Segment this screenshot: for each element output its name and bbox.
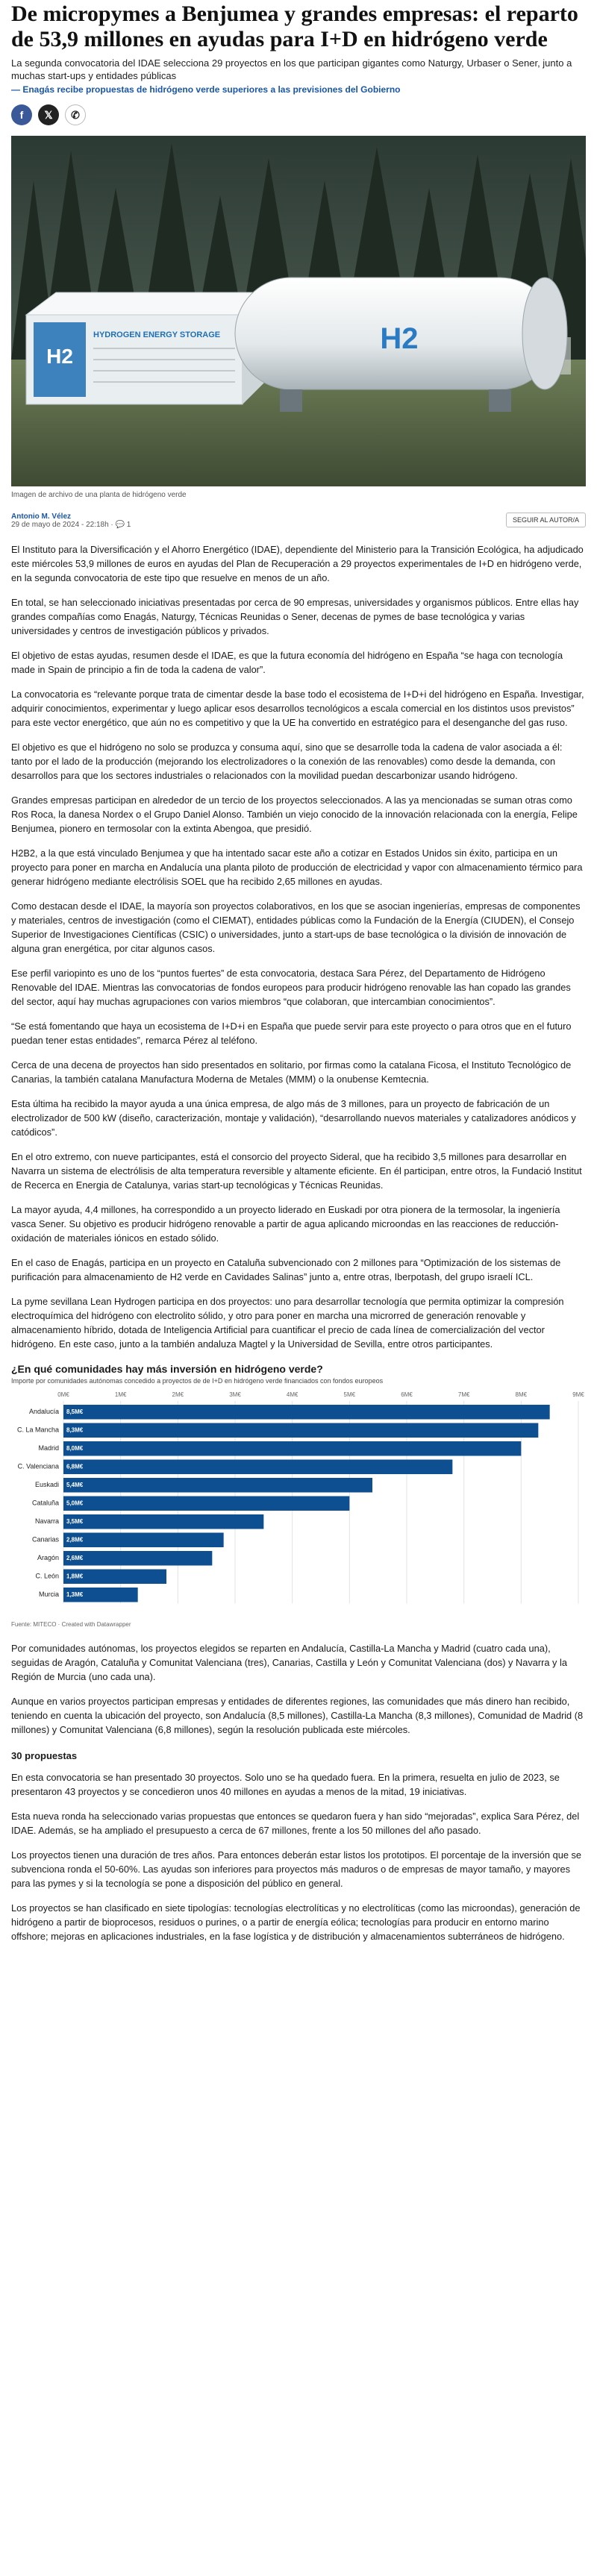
article-body-final: [11, 1770, 586, 1943]
related-link[interactable]: — Enagás recibe propuestas de hidrógeno verde superiores a las previsiones del Gobierno: [11, 84, 401, 95]
category-label: C. León: [35, 1572, 59, 1580]
paragraph: Esta última ha recibido la mayor ayuda a una única empresa, de algo más de 3 millones, para un proyecto de fabricación de un electrolizador de 500 kW (diseño, caracterización, montaje y validación), “desarrollando nuevos materiales y catalizadores anódicos y catódicos”.: [11, 1098, 576, 1138]
paragraph: La mayor ayuda, 4,4 millones, ha correspondido a un proyecto liderado en Euskadi por otra pionera de la termosolar, la ingeniería vasca Sener. Su objetivo es producir hidrógeno renovable a partir de agua aplicando microondas en las reacciones de reducción-oxidación de materiales iónicos en estado sólido.: [11, 1204, 560, 1244]
paragraph: H2B2, a la que está vinculado Benjumea y que ha intentado sacar este año a cotizar en Estados Unidos sin éxito, participa en un proyecto para poner en marcha en Andalucía una planta piloto de producción de electricidad y vapor con almacenamiento térmico para generar hidrógeno mediante electrólisis SOEL que ha recibido 2,65 millones en ayudas.: [11, 847, 583, 887]
chart-subtitle: Importe por comunidades autónomas concedido a proyectos de de I+D en hidrógeno verde financiados con fondos europeos: [11, 1377, 384, 1385]
category-label: Madrid: [38, 1444, 59, 1452]
bar: [63, 1551, 212, 1566]
value-label: 2,6M€: [66, 1555, 84, 1561]
value-label: 1,8M€: [66, 1573, 84, 1580]
category-label: Cataluña: [31, 1499, 59, 1507]
publish-date: 29 de mayo de 2024 - 22:18h · 💬 1: [11, 521, 131, 529]
author-name[interactable]: Antonio M. Vélez: [11, 513, 71, 521]
x-tick-label: 5M€: [343, 1391, 356, 1398]
category-label: Navarra: [34, 1517, 59, 1525]
paragraph: El Instituto para la Diversificación y el Ahorro Energético (IDAE), dependiente del Ministerio para la Transición Ecológica, ha adjudicado este miércoles 53,9 millones de euros en ayudas del Plan de Recuperación a 29 proyectos experimentales de I+D en hidrógeno verde, en la segunda convocatoria de este tipo que resuelve en menos de un año.: [11, 544, 584, 583]
hydrogen-plant-illustration: [11, 136, 586, 486]
bar: [63, 1441, 521, 1456]
section-title: 30 propuestas: [11, 1750, 78, 1761]
x-tick-label: 6M€: [401, 1391, 413, 1398]
paragraph: El objetivo es que el hidrógeno no solo se produzca y consuma aquí, sino que se desarrolle toda la cadena de valor asociada a él: tanto por el lado de la producción (mejorando los electrolizadores o la conexión de las renovables) como desde la demanda, con desarrollos para que los sectores industriales o relacionados con la movilidad puedan descarbonizar usando hidrógeno.: [11, 742, 563, 781]
paragraph: En el caso de Enagás, participa en un proyecto en Cataluña subvencionado con 2 millones para “Optimización de los sistemas de purificación para almacenamiento de H2 verde en Cavidades Salinas” junto a, entre otras, Iberpotash, del grupo israelí ICL.: [11, 1257, 561, 1282]
x-tick-label: 4M€: [286, 1391, 298, 1398]
chart-title: ¿En qué comunidades hay más inversión en hidrógeno verde?: [11, 1363, 323, 1375]
x-tick-label: 1M€: [114, 1391, 127, 1398]
category-label: Aragón: [37, 1554, 59, 1561]
paragraph: Los proyectos se han clasificado en siete tipologías: tecnologías electrolíticas y no electrolíticas (como las microondas), generación de hidrógeno a partir de bioprocesos, residuos o purines, o a partir de energía eólica; tecnologías para producir en entorno marino offshore; mejoras en aplicaciones industriales, en la fase logística y de distribución y almacenamientos subterráneos de hidrógeno.: [11, 1902, 581, 1942]
paragraph: Esta nueva ronda ha seleccionado varias propuestas que entonces se quedaron fuera y han sido “mejoradas”, explica Sara Pérez, del IDAE. Además, se ha ampliado el presupuesto a cerca de 67 millones, frente a los 50 millones del año pasado.: [11, 1811, 580, 1836]
paragraph: Los proyectos tienen una duración de tres años. Para entonces deberán estar listos los prototipos. El porcentaje de la inversión que se subvenciona ronda el 50-60%. Las ayudas son inferiores para proyectos más maduros o de empresas de mayor tamaño, y mayores para las pymes y si la tecnología se pone a disposición del público en general.: [11, 1849, 582, 1889]
comment-icon[interactable]: 💬: [115, 521, 125, 529]
panel-text: HYDROGEN ENERGY STORAGE: [93, 330, 221, 339]
byline: [11, 513, 586, 529]
hero-image: [11, 136, 586, 486]
x-tick-label: 7M€: [457, 1391, 470, 1398]
paragraph: Ese perfil variopinto es uno de los “puntos fuertes” de esta convocatoria, destaca Sara Pérez, del Departamento de Hidrógeno Renovable del IDAE. Mientras las convocatorias de fondos europeos para producir hidrógeno renovable las han copado las grandes del sector, aquí hay muchas agrupaciones con varios miembros “que colaboran, que intercambian conocimientos”.: [11, 968, 571, 1007]
image-caption: Imagen de archivo de una planta de hidrógeno verde: [11, 491, 187, 499]
category-label: C. Valenciana: [17, 1462, 59, 1470]
x-tick-label: 9M€: [572, 1391, 584, 1398]
paragraph: En esta convocatoria se han presentado 30 proyectos. Solo uno se ha quedado fuera. En la primera, resuelta en julio de 2023, se presentaron 43 proyectos y se concedieron unos 40 millones en ayudas a menos de la mitad, 19 iniciativas.: [11, 1772, 560, 1797]
paragraph: Como destacan desde el IDAE, la mayoría son proyectos colaborativos, en los que se asocian ingenierías, empresas de componentes y materiales, centros de investigación (como el CIEMAT), entidades públicas como la Fundación de la Energía (CIUDEN), el Consejo Superior de Investigaciones Científicas (CSIC) o universidades, junto a start-ups de base tecnológica o la división de innovación de alguna gran energética, por citar algunos casos.: [11, 900, 581, 954]
paragraph: Por comunidades autónomas, los proyectos elegidos se reparten en Andalucía, Castilla-La Mancha y Madrid (cuatro cada una), seguidas de Aragón, Cataluña y Comunitat Valenciana (tres), Canarias, Castilla y León y Comunitat Valenciana (dos) y Navarra y la Región de Murcia (uno cada una).: [11, 1643, 567, 1682]
value-label: 8,3M€: [66, 1426, 84, 1434]
paragraph: En total, se han seleccionado iniciativas presentadas por cerca de 90 empresas, universidades y organismos públicos. Entre ellas hay grandes compañías como Enagás, Naturgy, Técnicas Reunidas o Sener, decenas de pymes de base tecnológica y varias universidades y centros de investigación públicos y privados.: [11, 597, 579, 636]
bar: [63, 1460, 452, 1475]
category-label: Murcia: [38, 1591, 59, 1598]
x-tick-label: 0M€: [57, 1391, 69, 1398]
paragraph: Cerca de una decena de proyectos han sido presentados en solitario, por firmas como la catalana Ficosa, el Instituto Tecnológico de Canarias, la también catalana Manufactura Moderna de Metales (MMM) o la onubense Kemtecnia.: [11, 1059, 572, 1085]
value-label: 2,8M€: [66, 1536, 84, 1544]
h2-symbol: H2: [46, 345, 73, 368]
value-label: 8,0M€: [66, 1445, 84, 1452]
paragraph: “Se está fomentando que haya un ecosistema de I+D+i en España que puede servir para este proyecto o para otros que en el futuro puedan tener estas entidades”, remarca Pérez al teléfono.: [11, 1021, 572, 1046]
value-label: 8,5M€: [66, 1408, 84, 1415]
chart-source: Fuente: MITECO · Created with Datawrapper: [11, 1621, 131, 1628]
article: [11, 0, 586, 1943]
paragraph: La pyme sevillana Lean Hydrogen participa en dos proyectos: uno para desarrollar tecnología que permita optimizar la compresión electroquímica del hidrógeno con electrolito sólido, y otro para poner en marcha una microrred de generación renovable y almacenamiento híbrido, dotada de Inteligencia Artificial para cuantificar el precio de cada línea de comercialización del vector hidrógeno. En este caso, junto a la también andaluza Magtel y la Universidad de Sevilla, entre otros participantes.: [11, 1296, 564, 1350]
bar: [63, 1405, 550, 1420]
value-label: 5,0M€: [66, 1499, 84, 1507]
category-label: C. La Mancha: [16, 1426, 59, 1434]
bar: [63, 1533, 224, 1548]
share-bar: [11, 104, 586, 125]
bar: [63, 1497, 349, 1511]
bar: [63, 1514, 263, 1529]
category-label: Euskadi: [34, 1481, 59, 1488]
bar: [63, 1423, 538, 1438]
article-body: [11, 542, 586, 1351]
article-subtitle: La segunda convocatoria del IDAE selecciona 29 proyectos en los que participan gigantes como Naturgy, Urbaser o Sener, junto a muchas start-ups y entidades públicas: [11, 57, 572, 81]
bar: [63, 1478, 372, 1493]
x-tick-label: 3M€: [229, 1391, 241, 1398]
category-label: Canarias: [31, 1535, 59, 1544]
paragraph: El objetivo de estas ayudas, resumen desde el IDAE, es que la futura economía del hidrógeno en España “se haga con tecnología made in Spain de principio a fin de toda la cadena de valor”.: [11, 650, 563, 675]
article-title: De micropymes a Benjumea y grandes empresas: el reparto de 53,9 millones en ayudas para I+D en hidrógeno verde: [11, 1, 578, 51]
x-tick-label: 2M€: [172, 1391, 184, 1398]
value-label: 6,8M€: [66, 1463, 84, 1470]
x-tick-label: 8M€: [515, 1391, 528, 1398]
paragraph: Grandes empresas participan en alrededor de un tercio de los proyectos seleccionados. A las ya mencionadas se suman otras como Ros Roca, la danesa Nordex o el Grupo Daniel Alonso. También un viejo conocido de la innovación relacionada con la energía, Felipe Benjumea, pionero en termosolar con la extinta Abengoa, que presidió.: [11, 795, 578, 834]
value-label: 3,5M€: [66, 1518, 84, 1525]
investment-bar-chart: [11, 1389, 586, 1613]
follow-author-button[interactable]: SEGUIR AL AUTOR/A: [506, 513, 586, 527]
whatsapp-share-icon[interactable]: ✆: [65, 104, 86, 125]
paragraph: La convocatoria es “relevante porque trata de cimentar desde la base todo el ecosistema de I+D+i del hidrógeno en España. Investigar, adquirir conocimientos, experimentar y luego aplicar esos desarrollos tecnológicos a escala comercial en los distintos usos previstos” para este vector energético, que aún no es competitivo y que la UE ha convertido en estratégico para el desenganche del gas ruso.: [11, 689, 584, 728]
article-body-after-chart: [11, 1641, 586, 1737]
comment-count[interactable]: 1: [126, 521, 131, 529]
paragraph: Aunque en varios proyectos participan empresas y entidades de diferentes regiones, las comunidades que más dinero han recibido, teniendo en cuenta la ubicación del proyecto, son Andalucía (8,5 millones), Castilla-La Mancha (8,3 millones), Comunidad de Madrid (8 millones) y Comunitat Valenciana (6,8 millones), según la resolución publicada este miércoles.: [11, 1696, 584, 1735]
facebook-share-icon[interactable]: f: [11, 104, 32, 125]
value-label: 5,4M€: [66, 1482, 84, 1488]
paragraph: En el otro extremo, con nueve participantes, está el consorcio del proyecto Sideral, que ha recibido 3,5 millones para desarrollar en Navarra un sistema de electrólisis de alta temperatura reversible y altamente eficiente. En él participan, entre otros, la Fundació Institut de Recerca en Energia de Catalunya, varias start-up tecnológicas y Técnicas Reunidas.: [11, 1151, 582, 1191]
category-label: Andalucía: [28, 1408, 59, 1415]
tank-label: H2: [380, 322, 419, 355]
x-share-icon[interactable]: 𝕏: [38, 104, 59, 125]
value-label: 1,3M€: [66, 1591, 84, 1598]
